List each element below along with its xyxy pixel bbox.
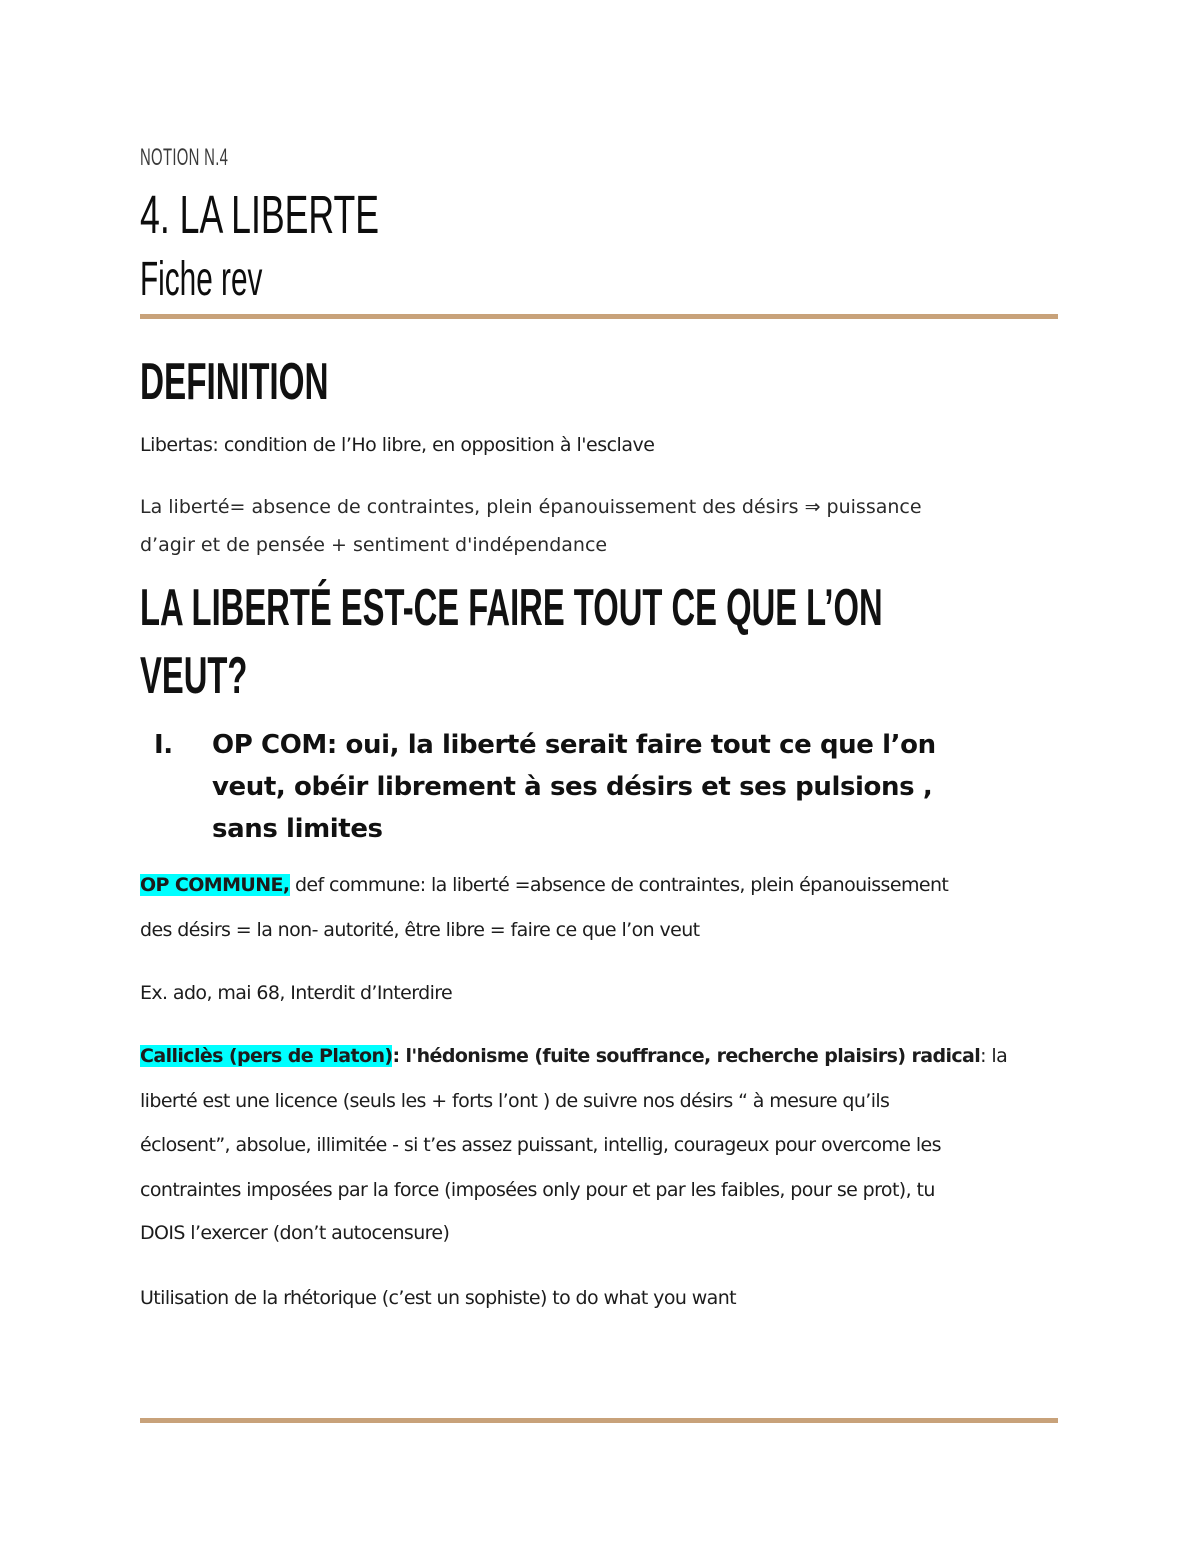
section-heading-line-3: sans limites [212, 814, 383, 844]
top-divider [140, 314, 1058, 319]
callicles-line-1-rest: : la [980, 1045, 1008, 1067]
document-page [140, 0, 1058, 1553]
document-subtitle: Fiche rev [140, 253, 263, 306]
liberte-definition-line-2: d’agir et de pensée + sentiment d'indépendance [140, 534, 608, 556]
question-heading-line-2: VEUT? [140, 647, 248, 705]
callicles-line-2: liberté est une licence (seuls les + forts l’ont ) de suivre nos désirs “ à mesure qu’ils [140, 1090, 890, 1112]
op-commune-line-2: des désirs = la non- autorité, être libre = faire ce que l’on veut [140, 919, 700, 941]
libertas-paragraph: Libertas: condition de l’Ho libre, en opposition à l'esclave [140, 434, 655, 456]
liberte-definition-line-1: La liberté= absence de contraintes, plein épanouissement des désirs ⇒ puissance [140, 496, 922, 518]
definition-heading: DEFINITION [140, 353, 329, 411]
callicles-line-4: contraintes imposées par la force (imposées only pour et par les faibles, pour se prot), tu [140, 1179, 935, 1201]
op-commune-highlight: OP COMMUNE, [140, 874, 290, 896]
rhetorique-line: Utilisation de la rhétorique (c’est un sophiste) to do what you want [140, 1287, 736, 1309]
section-heading-line-1: OP COM: oui, la liberté serait faire tout ce que l’on [212, 730, 936, 760]
callicles-line-1 [140, 1045, 1007, 1067]
op-commune-definition: def commune: la liberté =absence de contraintes, plein épanouissement [289, 874, 949, 896]
callicles-line-3: éclosent”, absolue, illimitée - si t’es assez puissant, intellig, courageux pour overcome les [140, 1134, 941, 1156]
callicles-hedonisme: l'hédonisme (fuite souffrance, recherche plaisirs) radical [405, 1045, 981, 1067]
notion-label: NOTION N.4 [140, 144, 229, 171]
section-number: I. [154, 730, 173, 760]
callicles-highlight: Calliclès (pers de Platon) [140, 1045, 393, 1067]
question-heading-line-1: LA LIBERTÉ EST-CE FAIRE TOUT CE QUE L’ON [140, 579, 883, 637]
callicles-colon: : [392, 1045, 406, 1067]
document-title: 4. LA LIBERTE [140, 185, 380, 245]
op-commune-line-1 [140, 874, 948, 896]
callicles-line-5: DOIS l’exercer (don’t autocensure) [140, 1222, 450, 1244]
example-line: Ex. ado, mai 68, Interdit d’Interdire [140, 982, 453, 1004]
bottom-divider [140, 1418, 1058, 1423]
section-heading-line-2: veut, obéir librement à ses désirs et ses pulsions , [212, 772, 933, 802]
